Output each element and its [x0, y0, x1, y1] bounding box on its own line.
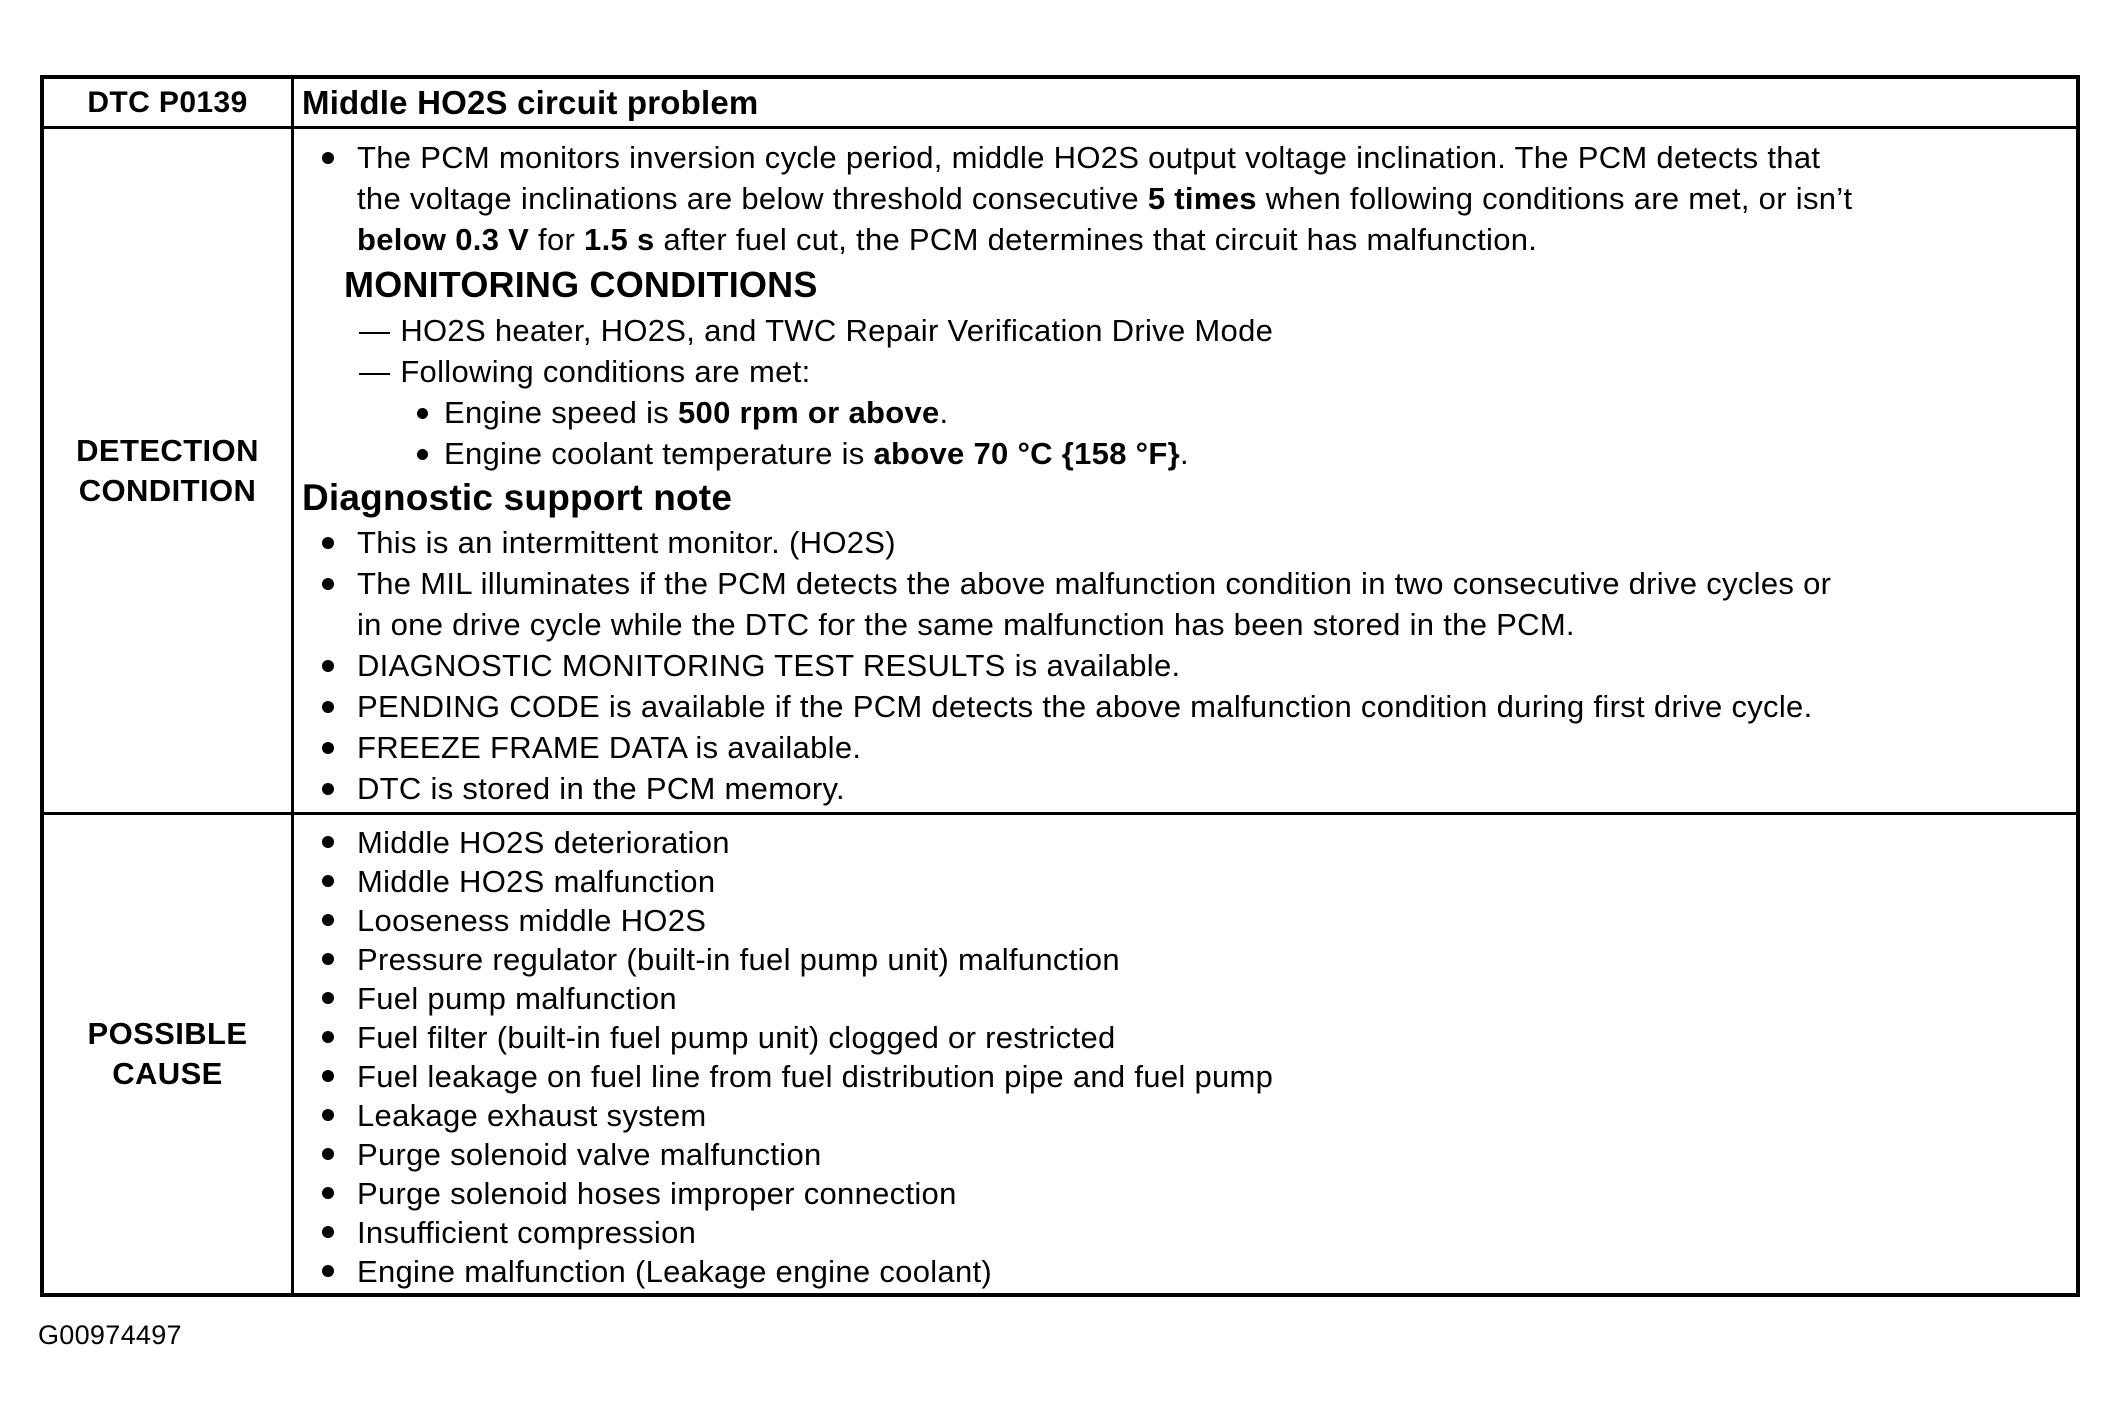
possible-cause-row	[44, 815, 2076, 1293]
detection-label-text	[76, 431, 259, 511]
monitoring-item-text: Following conditions are met:	[400, 354, 811, 389]
possible-cause-label-line1: POSSIBLE	[87, 1016, 248, 1051]
dtc-title-cell	[294, 79, 2076, 126]
main-bullet-line3d: after fuel cut, the PCM determines that circuit has malfunction.	[654, 222, 1538, 257]
detection-label-line1: DETECTION	[76, 432, 259, 468]
dtc-code-cell	[44, 79, 294, 126]
dtc-code: DTC P0139	[87, 85, 248, 119]
monitoring-item-drive-mode	[359, 310, 2068, 351]
detection-label-line2: CONDITION	[78, 472, 257, 508]
support-bullet-intermittent: This is an intermittent monitor. (HO2S)	[302, 522, 2068, 563]
coolant-period: .	[1179, 436, 1189, 471]
monitoring-item-conditions-met	[359, 351, 2068, 392]
cause-item: Insufficient compression	[302, 1213, 2068, 1252]
support-bullet-pending-code: PENDING CODE is available if the PCM detects the above malfunction condition during first drive cycle.	[302, 686, 2068, 727]
cause-item: Looseness middle HO2S	[302, 901, 2068, 940]
possible-cause-content	[294, 815, 2076, 1293]
main-bullet-line2c: when following conditions are met, or isn’t	[1256, 181, 1853, 216]
main-bullet-line2b-bold: 5 times	[1147, 181, 1257, 216]
figure-id: G00974497	[38, 1320, 182, 1350]
main-bullet-line3b: for	[529, 222, 585, 257]
detection-condition-row	[44, 129, 2076, 815]
main-bullet-line3a-bold: below 0.3 V	[357, 222, 530, 257]
condition-sub-bullet-list	[302, 392, 2068, 474]
dtc-table	[40, 75, 2080, 1297]
dash-mark: —	[359, 313, 391, 348]
sub-bullet-coolant-temp	[302, 433, 2068, 474]
diagnostic-support-note-heading: Diagnostic support note	[302, 477, 733, 518]
cause-item: Fuel pump malfunction	[302, 979, 2068, 1018]
cause-item: Middle HO2S deterioration	[302, 823, 2068, 862]
main-bullet-line2a: the voltage inclinations are below threshold consecutive	[357, 181, 1148, 216]
engine-speed-text: Engine speed is	[444, 395, 679, 430]
detection-main-bullet	[302, 137, 2068, 260]
main-bullet-line1: The PCM monitors inversion cycle period, middle HO2S output voltage inclination. The PCM detects that	[357, 140, 1821, 175]
cause-item: Fuel leakage on fuel line from fuel distribution pipe and fuel pump	[302, 1057, 2068, 1096]
support-bullet-list	[302, 522, 2068, 809]
support-bullet-freeze-frame: FREEZE FRAME DATA is available.	[302, 727, 2068, 768]
support-bullet-dtc-stored: DTC is stored in the PCM memory.	[302, 768, 2068, 809]
mil-bullet-line2: in one drive cycle while the DTC for the same malfunction has been stored in the PCM.	[357, 607, 1575, 642]
mil-bullet-line1: The MIL illuminates if the PCM detects the above malfunction condition in two consecutive drive cycles or	[357, 566, 1832, 601]
detection-main-bullet-list	[302, 137, 2068, 260]
dash-mark: —	[359, 354, 391, 389]
dtc-header-row	[44, 79, 2076, 129]
support-bullet-dmtr: DIAGNOSTIC MONITORING TEST RESULTS is available.	[302, 645, 2068, 686]
cause-item: Middle HO2S malfunction	[302, 862, 2068, 901]
cause-item: Purge solenoid valve malfunction	[302, 1135, 2068, 1174]
possible-cause-label-line2: CAUSE	[112, 1056, 223, 1091]
main-bullet-line3c-bold: 1.5 s	[584, 222, 655, 257]
cause-item: Fuel filter (built-in fuel pump unit) clogged or restricted	[302, 1018, 2068, 1057]
cause-item: Purge solenoid hoses improper connection	[302, 1174, 2068, 1213]
detection-condition-label	[44, 129, 294, 812]
monitoring-conditions-heading: MONITORING CONDITIONS	[344, 264, 818, 305]
cause-item: Pressure regulator (built-in fuel pump unit) malfunction	[302, 940, 2068, 979]
coolant-text: Engine coolant temperature is	[444, 436, 874, 471]
cause-item: Engine malfunction (Leakage engine coolant)	[302, 1252, 2068, 1291]
dtc-title: Middle HO2S circuit problem	[302, 84, 759, 121]
support-bullet-mil	[302, 563, 2068, 645]
possible-cause-label	[44, 815, 294, 1293]
coolant-bold: above 70 °C {158 °F}	[873, 436, 1180, 471]
engine-speed-period: .	[939, 395, 949, 430]
cause-item: Leakage exhaust system	[302, 1096, 2068, 1135]
possible-cause-label-text	[88, 1014, 248, 1094]
detection-condition-content	[294, 129, 2076, 812]
cause-bullet-list	[302, 823, 2068, 1291]
engine-speed-bold: 500 rpm or above	[678, 395, 940, 430]
monitoring-item-text: HO2S heater, HO2S, and TWC Repair Verification Drive Mode	[400, 313, 1274, 348]
sub-bullet-engine-speed	[302, 392, 2068, 433]
